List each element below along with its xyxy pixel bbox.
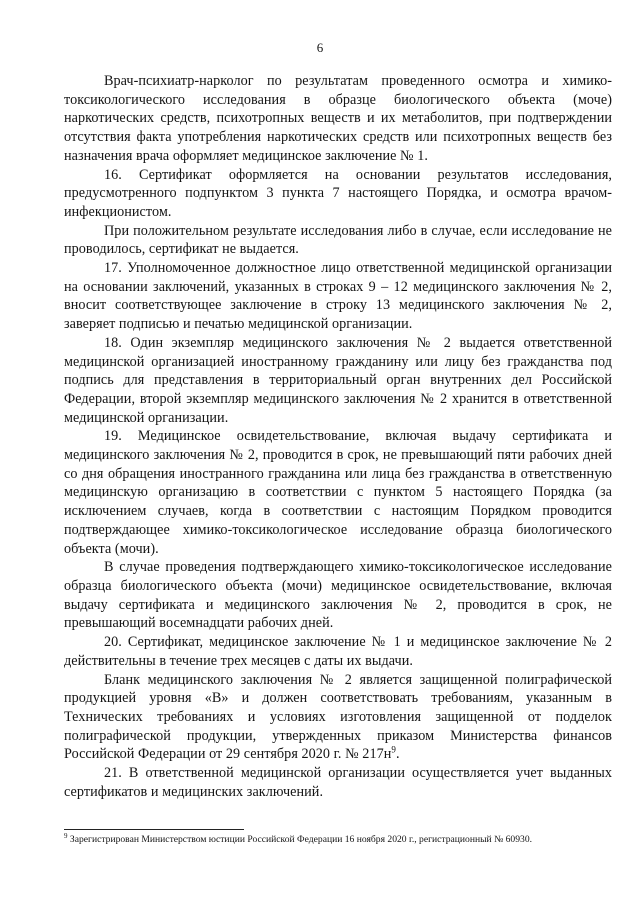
footnote-text: Зарегистрирован Министерством юстиции Российской Федерации 16 ноября 2020 г., регистрационный № 60930. bbox=[67, 834, 533, 845]
paragraph-item-19: 19. Медицинское освидетельствование, включая выдачу сертификата и медицинского заключения № 2, проводится в срок, не превышающий пяти рабочих дней со дня обращения иностранного гражданина или лица без гражданства в ответственную медицинскую организацию в соответствии с пунктом 5 настоящего Порядка (за исключением случаев, когда в соответствии с настоящим Порядком проводится подтверждающее химико-токсикологическое исследование образца биологического объекта (мочи). bbox=[64, 428, 612, 557]
paragraph-item-21: 21. В ответственной медицинской организации осуществляется учет выданных сертификатов и медицинских заключений. bbox=[64, 765, 612, 800]
paragraph-item-17: 17. Уполномоченное должностное лицо ответственной медицинской организации на основании заключений, указанных в строках 9 – 12 медицинского заключения № 2, вносит соответствующее заключение в строку 13 медицинского заключения № 2, заверяет подписью и печатью медицинской организации. bbox=[64, 260, 612, 333]
paragraph-item-20: 20. Сертификат, медицинское заключение № 1 и медицинское заключение № 2 действительны в течение трех месяцев с даты их выдачи. bbox=[64, 634, 612, 669]
footnote-reference[interactable]: 9 bbox=[391, 744, 396, 755]
footnote bbox=[64, 831, 624, 846]
footnote-divider bbox=[64, 829, 244, 830]
document-body bbox=[64, 72, 612, 801]
paragraph: В случае проведения подтверждающего химико-токсикологическое исследование образца биологического объекта (мочи) медицинское освидетельствование, включая выдачу сертификата и медицинского заключения № 2, проводится в срок, не превышающий восемнадцати рабочих дней. bbox=[64, 559, 612, 632]
paragraph: При положительном результате исследования либо в случае, если исследование не проводилось, сертификат не выдается. bbox=[64, 222, 612, 258]
paragraph: Врач-психиатр-нарколог по результатам проведенного осмотра и химико-токсикологического исследования в образце биологического объекта (моче) наркотических средств, психотропных веществ и их метаболитов, при подтверждении отсутствия факта употребления наркотических средств или психотропных веществ без назначения врача оформляет медицинское заключение № 1. bbox=[64, 73, 612, 164]
paragraph-item-18: 18. Один экземпляр медицинского заключения № 2 выдается ответственной медицинской организацией иностранному гражданину или лицу без гражданства под подпись для представления в территориальный орган внутренних дел Российской Федерации, второй экземпляр медицинского заключения № 2 хранится в ответственной медицинской организации. bbox=[64, 334, 612, 426]
page-number: 6 bbox=[316, 40, 324, 55]
footnote-marker: 9 bbox=[64, 831, 68, 840]
paragraph-text: Бланк медицинского заключения № 2 является защищенной полиграфической продукцией уровня «В» и должен соответствовать требованиям, указанным в Технических требованиях и условиях изготовления защищенной от подделок полиграфической продукции, утвержденных приказом Министерства финансов Российской Федерации от 29 сентября 2020 г. № 217н bbox=[64, 671, 612, 763]
paragraph-with-footnote bbox=[64, 671, 612, 765]
paragraph-end: . bbox=[395, 746, 400, 763]
paragraph-item-16: 16. Сертификат оформляется на основании результатов исследования, предусмотренного подпунктом 3 пункта 7 настоящего Порядка, и осмотра врачом-инфекционистом. bbox=[64, 166, 612, 220]
